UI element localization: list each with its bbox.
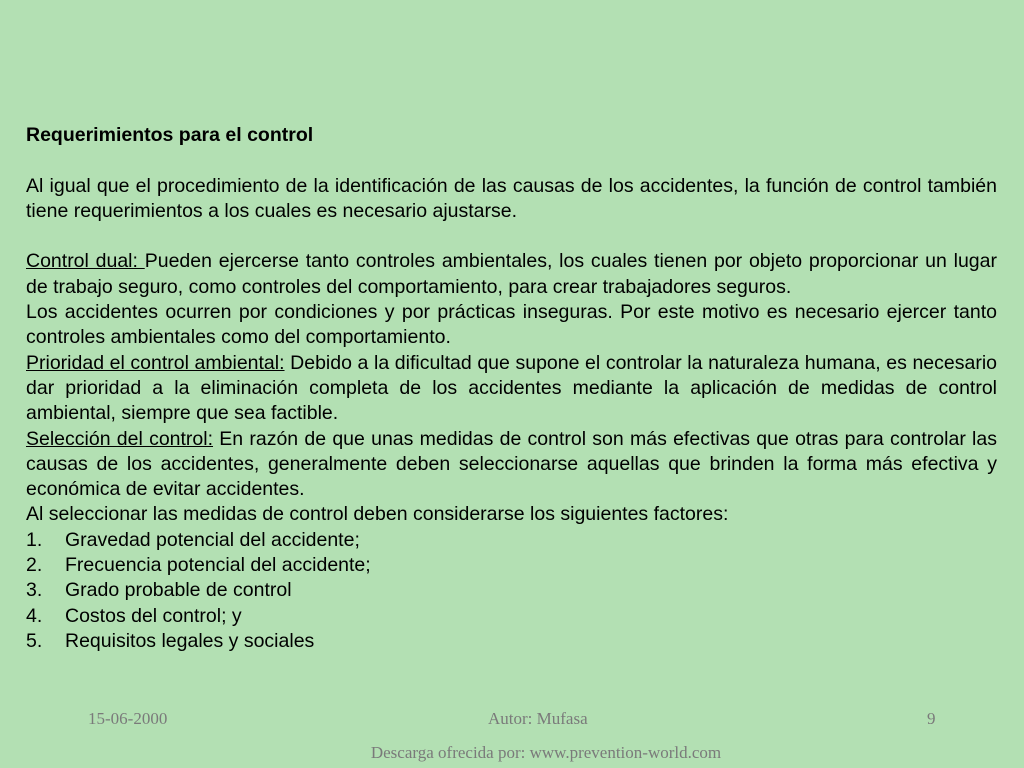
spacer (26, 148, 997, 173)
footer-source: Descarga ofrecida por: www.prevention-world.com (370, 743, 722, 762)
footer-date: 15-06-2000 (88, 709, 168, 728)
list-item-number: 1. (26, 528, 43, 551)
footer-author: Autor: Mufasa (488, 709, 588, 728)
list-item (26, 604, 997, 629)
spacer (26, 224, 997, 249)
prioridad-label: Prioridad el control ambiental: (26, 351, 285, 374)
list-item-text: Requisitos legales y sociales (65, 629, 315, 651)
list-item-number: 4. (26, 604, 43, 627)
prioridad-paragraph (26, 351, 997, 427)
seleccion-text: En razón de que unas medidas de control son más efectivas que otras para controlar las causas de los accidentes, generalmente deben seleccionarse aquellas que brinden la forma más efectiva y económica de evitar accidentes. (26, 427, 997, 501)
list-item (26, 553, 997, 578)
factors-list (26, 528, 997, 651)
control-dual-text: Pueden ejercerse tanto controles ambientales, los cuales tienen por objeto proporcionar un lugar de trabajo seguro, como controles del comportamiento, para crear trabajadores seguros. (26, 250, 997, 298)
slide-body (26, 123, 997, 651)
list-item-text: Gravedad potencial del accidente; (65, 528, 360, 551)
list-item-text: Grado probable de control (65, 579, 292, 602)
list-item-text: Frecuencia potencial del accidente; (65, 554, 371, 577)
page-number: 9 (927, 709, 936, 728)
intro-paragraph: Al igual que el procedimiento de la identificación de las causas de los accidentes, la función de control también tiene requerimientos a los cuales es necesario ajustarse. (26, 174, 997, 222)
slide-heading: Requerimientos para el control (26, 124, 314, 146)
list-item-text: Costos del control; y (65, 604, 242, 627)
accidents-paragraph: Los accidentes ocurren por condiciones y por prácticas inseguras. Por este motivo es necesario ejercer tanto controles ambientales como del comportamiento. (26, 301, 997, 349)
control-dual-paragraph (26, 249, 997, 300)
control-dual-label: Control dual: (26, 250, 145, 273)
factors-intro: Al seleccionar las medidas de control deben considerarse los siguientes factores: (26, 503, 729, 526)
seleccion-paragraph (26, 427, 997, 503)
list-item-number: 5. (26, 629, 43, 651)
prioridad-text: Debido a la dificultad que supone el controlar la naturaleza humana, es necesario dar prioridad a la eliminación completa de los accidentes mediante la aplicación de medidas de control ambiental, siempre que sea factible. (26, 351, 997, 425)
list-item-number: 2. (26, 554, 43, 577)
seleccion-label: Selección del control: (26, 427, 214, 450)
list-item (26, 629, 997, 651)
list-item (26, 528, 997, 553)
list-item-number: 3. (26, 579, 43, 602)
list-item (26, 578, 997, 603)
